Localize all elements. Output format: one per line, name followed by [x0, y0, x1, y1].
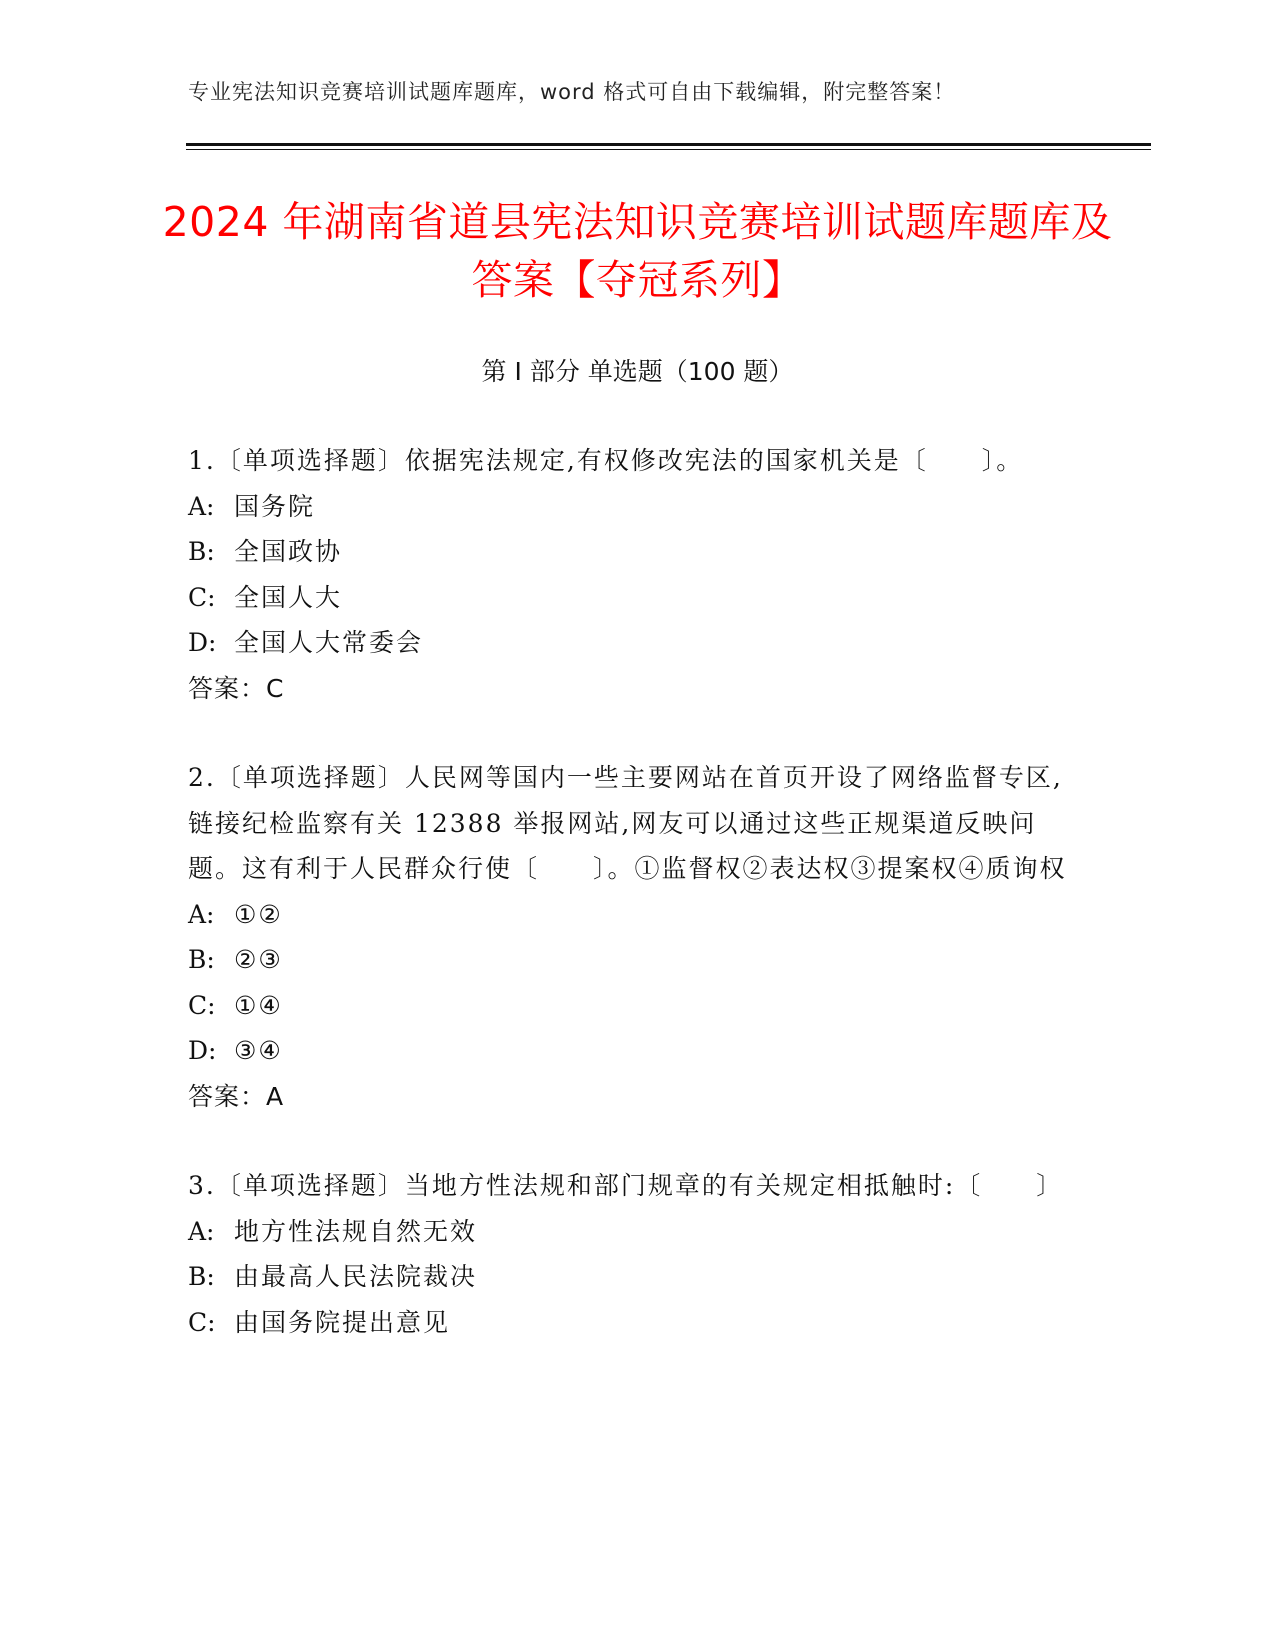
section-heading: 第 I 部分 单选题（100 题）	[481, 357, 794, 386]
option-text: 由国务院提出意见	[234, 1307, 451, 1337]
option-letter: B:	[188, 1262, 215, 1291]
option-a	[188, 484, 1068, 530]
option-b	[188, 1254, 1068, 1300]
option-d	[188, 1028, 1068, 1074]
question-2	[188, 755, 1068, 1119]
option-text: 全国人大	[234, 582, 343, 612]
question-1	[188, 438, 1068, 711]
option-a	[188, 892, 1068, 938]
document-title: 2024 年湖南省道县宪法知识竞赛培训试题库题库及答案【夺冠系列】	[162, 198, 1113, 304]
option-letter: B:	[188, 945, 215, 974]
option-c	[188, 575, 1068, 621]
option-letter: C:	[188, 582, 216, 612]
option-letter: D:	[188, 1036, 217, 1065]
question-stem: 3.〔单项选择题〕当地方性法规和部门规章的有关规定相抵触时:〔 〕	[188, 1171, 1064, 1200]
option-letter: D:	[188, 628, 217, 657]
option-text: 全国政协	[234, 537, 343, 566]
option-b	[188, 937, 1068, 983]
option-b	[188, 529, 1068, 575]
option-d	[188, 620, 1068, 666]
question-stem: 1.〔单项选择题〕依据宪法规定,有权修改宪法的国家机关是〔 〕。	[188, 446, 1024, 475]
answer-line: 答案：A	[188, 1081, 285, 1111]
answer-line: 答案：C	[188, 673, 285, 703]
option-a	[188, 1209, 1068, 1255]
option-letter: A:	[188, 1216, 215, 1246]
option-text: ①④	[234, 990, 283, 1020]
option-letter: B:	[188, 537, 215, 566]
option-text: ②③	[234, 945, 283, 974]
option-letter: C:	[188, 1307, 216, 1337]
header-note: 专业宪法知识竞赛培训试题库题库，word 格式可自由下载编辑，附完整答案！	[188, 80, 956, 104]
option-c	[188, 1300, 1068, 1346]
question-3	[188, 1163, 1068, 1345]
option-text: 国务院	[234, 491, 316, 521]
option-text: ①②	[234, 899, 283, 929]
option-c	[188, 983, 1068, 1029]
option-letter: A:	[188, 899, 215, 929]
option-letter: C:	[188, 990, 216, 1020]
option-text: 由最高人民法院裁决	[234, 1262, 478, 1291]
option-letter: A:	[188, 491, 215, 521]
question-list	[188, 438, 1068, 1389]
question-stem: 2.〔单项选择题〕人民网等国内一些主要网站在首页开设了网络监督专区,链接纪检监察有关 12388 举报网站,网友可以通过这些正规渠道反映问题。这有利于人民群众行使〔 〕。①监督权②表达权③提案权④质询权	[188, 763, 1067, 883]
option-text: ③④	[234, 1036, 283, 1065]
option-text: 全国人大常委会	[234, 628, 424, 657]
header-rule-thick	[186, 143, 1151, 146]
header-rule-thin	[186, 149, 1151, 150]
option-text: 地方性法规自然无效	[234, 1216, 478, 1246]
